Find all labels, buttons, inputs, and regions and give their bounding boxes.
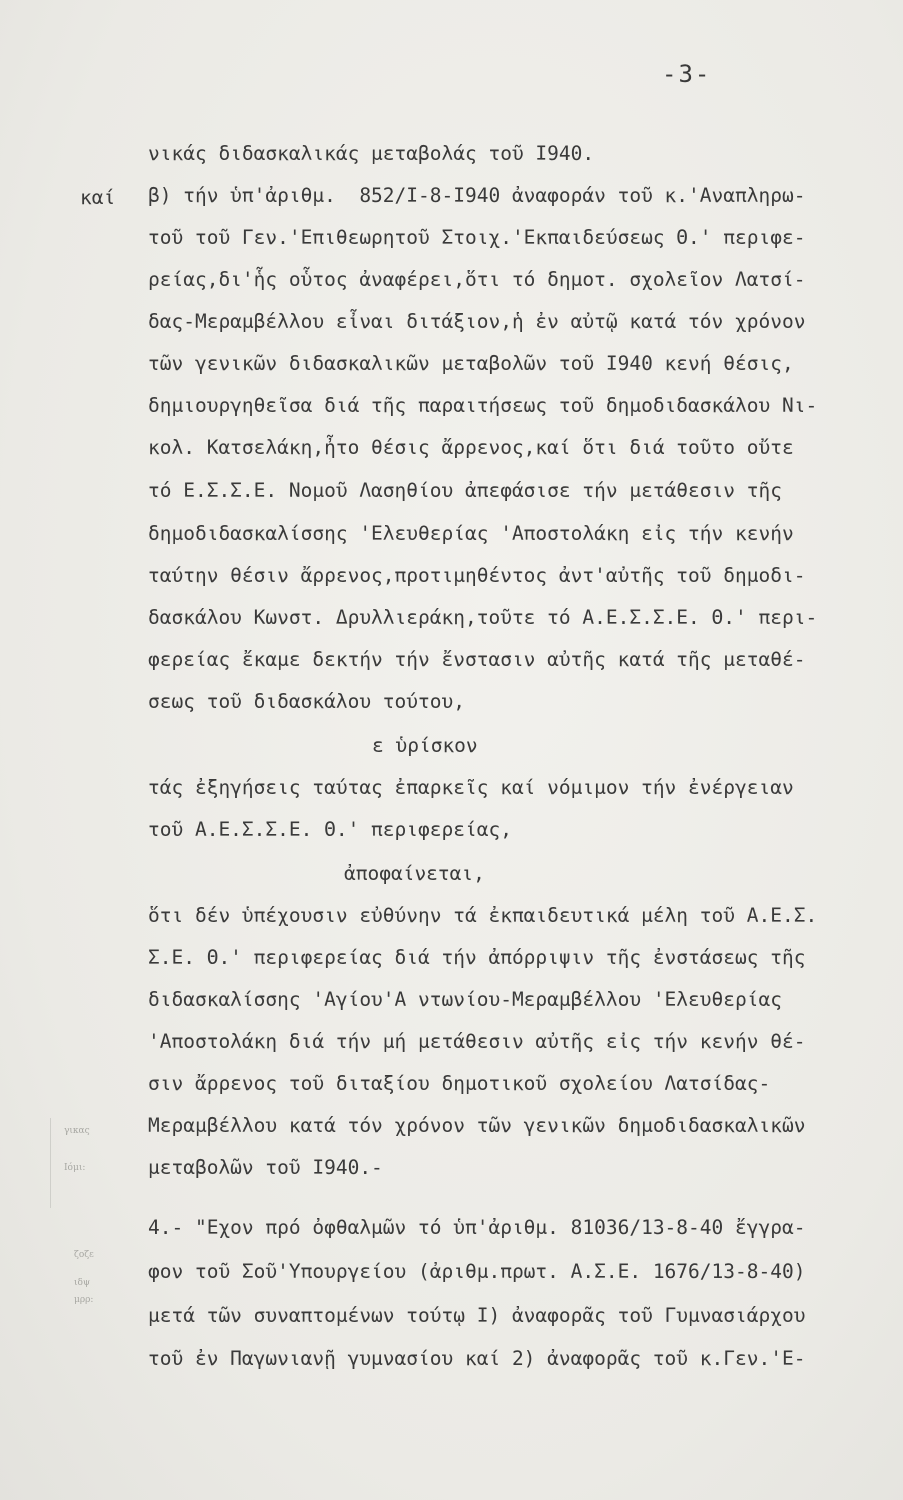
margin-scrawl: ζοζε — [74, 1250, 94, 1260]
text-line: τό Ε.Σ.Σ.Ε. Νομοῦ Λασηθίου ἀπεφάσισε τήν μετάθεσιν τῆς — [148, 479, 782, 502]
text-line: ὅτι δέν ὑπέχουσιν εὐθύνην τά ἐκπαιδευτικά μέλη τοῦ Α.Ε.Σ. — [148, 904, 818, 927]
text-line: δημιουργηθεῖσα διά τῆς παραιτήσεως τοῦ δημοδιδασκάλου Νι- — [148, 394, 818, 417]
text-line: Σ.Ε. Θ.' περιφερείας διά τήν ἀπόρριψιν τῆς ἐνστάσεως τῆς — [148, 946, 806, 969]
text-line: διδασκαλίσσης 'Αγίου'Α ντωνίου-Μεραμβέλλου 'Ελευθερίας — [148, 988, 782, 1011]
margin-scrawl: γικας — [64, 1126, 90, 1136]
section-heading: ἀποφαίνεται, — [344, 862, 485, 885]
text-line: σιν ἄρρενος τοῦ διταξίου δημοτικοῦ σχολείου Λατσίδας- — [148, 1072, 771, 1095]
page-number: -3- — [662, 60, 712, 88]
text-line: 4.- "Εχον πρό ὀφθαλμῶν τό ὑπ'ἀριθμ. 81036/13-8-40 ἔγγρα- — [148, 1216, 806, 1239]
text-line: φερείας ἔκαμε δεκτήν τήν ἔνστασιν αὐτῆς κατά τῆς μεταθέ- — [148, 648, 806, 671]
text-line: δας-Μεραμβέλλου εἶναι διτάξιον,ἡ ἐν αὐτῷ κατά τόν χρόνον — [148, 310, 806, 333]
text-line: ρείας,δι'ἧς οὗτος ἀναφέρει,ὅτι τό δημοτ. σχολεῖον Λατσί- — [148, 268, 806, 291]
section-heading: ε ὑρίσκον — [372, 734, 478, 757]
text-line: τάς ἐξηγήσεις ταύτας ἐπαρκεῖς καί νόμιμον τήν ἐνέργειαν — [148, 776, 794, 799]
margin-note: καί — [80, 186, 116, 209]
text-line: σεως τοῦ διδασκάλου τούτου, — [148, 690, 465, 713]
text-line: τοῦ Α.Ε.Σ.Σ.Ε. Θ.' περιφερείας, — [148, 818, 512, 841]
margin-scrawl: ιδψ — [74, 1278, 91, 1288]
text-line: ταύτην θέσιν ἄρρενος,προτιμηθέντος ἀντ'αὐτῆς τοῦ δημοδι- — [148, 564, 806, 587]
margin-scrawl: Ιόμι: — [64, 1163, 86, 1173]
text-line: 'Αποστολάκη διά τήν μή μετάθεσιν αὐτῆς εἰς τήν κενήν θέ- — [148, 1030, 806, 1053]
text-line: δασκάλου Κωνστ. Δρυλλιεράκη,τοῦτε τό Α.Ε.Σ.Σ.Ε. Θ.' περι- — [148, 606, 818, 629]
text-line: Μεραμβέλλου κατά τόν χρόνον τῶν γενικῶν δημοδιδασκαλικῶν — [148, 1114, 806, 1137]
text-line: μεταβολῶν τοῦ Ι940.- — [148, 1156, 383, 1179]
margin-scrawl: μρρ: — [74, 1295, 94, 1305]
text-line: τοῦ τοῦ Γεν.'Επιθεωρητοῦ Στοιχ.'Εκπαιδεύσεως Θ.' περιφε- — [148, 226, 806, 249]
text-line: κολ. Κατσελάκη,ἦτο θέσις ἄρρενος,καί ὅτι διά τοῦτο οὔτε — [148, 436, 794, 459]
text-line: μετά τῶν συναπτομένων τούτῳ Ι) ἀναφορᾶς τοῦ Γυμνασιάρχου — [148, 1304, 806, 1327]
text-line: νικάς διδασκαλικάς μεταβολάς τοῦ Ι940. — [148, 142, 595, 165]
text-line: τῶν γενικῶν διδασκαλικῶν μεταβολῶν τοῦ Ι940 κενή θέσις, — [148, 352, 794, 375]
text-line: φον τοῦ Σοῦ'Υπουργείου (ἀριθμ.πρωτ. Α.Σ.Ε. 1676/13-8-40) — [148, 1260, 806, 1283]
text-line: δημοδιδασκαλίσσης 'Ελευθερίας 'Αποστολάκη εἰς τήν κενήν — [148, 522, 794, 545]
text-line: β) τήν ὑπ'ἀριθμ. 852/Ι-8-Ι940 ἀναφοράν τοῦ κ.'Αναπληρω- — [148, 184, 806, 207]
text-line: τοῦ ἐν Παγωνιανῇ γυμνασίου καί 2) ἀναφορᾶς τοῦ κ.Γεν.'Ε- — [148, 1347, 806, 1370]
